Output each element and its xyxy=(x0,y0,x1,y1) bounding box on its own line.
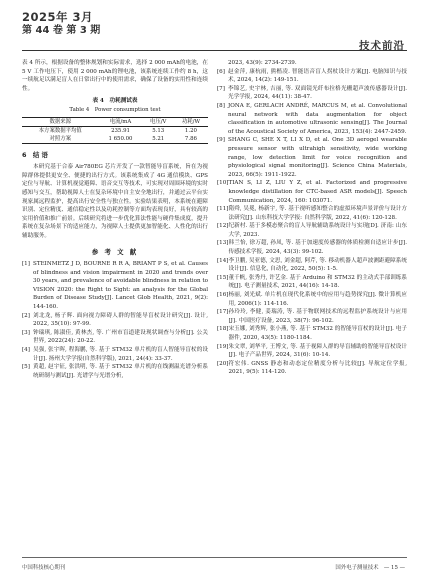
reference-item xyxy=(217,136,407,179)
reference-number: [19] xyxy=(217,343,229,350)
conclusion-paragraph: 本研究基于合泰 Air780EG 芯片开发了一款智能导盲系统，旨在为视障群体提供更安全、便捷的出行方式。该系统集成了 4G 通信模块、GPS 定位与导航、计算机视觉避障、语音交互等技术，可实现对周围环境的实时感知与交互，帮助视障人士在复杂环境中自主安全地出行，并通过云平台实现家属远程监护，提高出行安全性与独立性。实验结果表明，本系统在避障识别、定位精度、通信稳定性以及功耗控制等方面均表现良好，具有较高的实用价值和推广前景。后续研究将进一步优化算法性能与硬件集成度，提升系统在复杂场景下的适应能力，为视障人士提供更加智能化、人性化的出行辅助服务。 xyxy=(22,164,208,239)
reference-text: JONA E, GERLACH ANDRÉ, MARCUS M, et al. Convolutional neural network with data augmentation for object classification in automotive ultrasonic sensing[J]. The Journal of the Acoustical Society of America, 2023, 153(4): 2447-2459. xyxy=(228,102,407,135)
table-header-cell: 电流/mA xyxy=(109,118,132,125)
reference-number: [9] xyxy=(217,137,225,144)
reference-text: 李锦艺, 史宇林, 吉丽, 等. 双面镜光纤布拉格光栅超声波传感器设计[J]. 光学学报, 2024, 44(11): 38-47. xyxy=(228,85,407,101)
reference-number: [14] xyxy=(217,257,229,264)
reference-text: 吴强, 张宇晖, 程海鹏, 等. 基于 STM32 单片机的盲人智能导盲杖的设计[J]. 扬州大学学报(自然科学版), 2021, 24(4): 33-37. xyxy=(33,347,208,362)
reference-item xyxy=(217,360,407,377)
table-header-cell: 电压/V xyxy=(149,118,167,125)
table-caption-en: Table 4 Power consumption test xyxy=(69,106,161,113)
references-heading: 参 考 文 献 xyxy=(91,247,139,256)
reference-item xyxy=(217,205,407,222)
reference-item xyxy=(217,274,407,291)
right-column xyxy=(217,59,407,377)
reference-item xyxy=(217,291,407,308)
reference-item xyxy=(217,257,407,274)
left-column xyxy=(22,59,208,380)
reference-number: [17] xyxy=(217,309,229,316)
header-divider xyxy=(22,50,407,51)
reference-item xyxy=(217,179,407,205)
footer-journal-core: 中国科技核心期刊 xyxy=(22,565,66,571)
header-section-title: 技术前沿 xyxy=(359,40,405,52)
table-cell: 5.13 xyxy=(152,127,165,134)
table-cell: 1.20 xyxy=(184,127,197,134)
reference-item xyxy=(217,102,407,136)
reference-text: 董千帆, 张秀丹, 许艺金. 基于 Arduino 和 STM32 的主动式手部训练系统[J]. 电子测量技术, 2021, 44(16): 14-18. xyxy=(228,274,407,290)
reference-text: 朱文翠, 刘华平, 王博文, 等. 基于视障人群的导盲辅助的智能导盲杖设计[J]. 电子产品世界, 2024, 31(6): 10-14. xyxy=(228,343,407,359)
reference-list-right xyxy=(217,68,407,377)
reference-number: [11] xyxy=(217,206,229,213)
reference-item xyxy=(22,346,208,363)
reference-number: [18] xyxy=(217,326,229,333)
table-cell: 1 650.00 xyxy=(108,135,133,142)
footer-journal-page: 国外电子测量技术 — 15 — xyxy=(335,565,405,571)
reference-text: 韩兰怡, 徐万超, 孙凤, 等. 基于加速度传感器的体质检测自适应计步[J]. 传感技术学报, 2024, 43(3): 99-102. xyxy=(228,240,407,256)
reference-item xyxy=(217,222,407,239)
footer-divider xyxy=(22,557,407,558)
power-consumption-table xyxy=(22,117,208,144)
reference-number: [4] xyxy=(22,347,30,354)
reference-item xyxy=(217,239,407,256)
table-header-row xyxy=(22,117,208,126)
reference-number: [12] xyxy=(217,223,229,230)
reference-item xyxy=(22,260,208,312)
table-cell: 对照方案 xyxy=(49,135,72,142)
reference-item xyxy=(217,68,407,85)
reference-item xyxy=(217,308,407,325)
intro-paragraph: 表 4 所示，根据设备的整体规划和实际需求，选择 2 000 mAh的电池，在 5 V 工作电压下，使用 2 000 mAh的锂电池，该系统连续工作约 8 h，这一续航足以满足盲人在日常出行中的使用需求，确保了设备的实用性和连续性。 xyxy=(22,60,208,92)
reference-text: 纪新村. 基于多模态聚合的盲人导航辅助系统设计与实现[D]. 济南: 山东大学, 2023. xyxy=(228,223,407,238)
table-cell: 5.21 xyxy=(152,135,165,142)
reference-number: [13] xyxy=(217,240,229,247)
reference-number: [3] xyxy=(22,329,30,336)
reference-item xyxy=(22,363,208,380)
reference-number: [6] xyxy=(217,68,225,75)
reference-text: STEINMETZ J D, BOURNE R R A, BRIANT P S, et al. Causes of blindness and vision impairment in 2020 and trends over 30 years, and prevalence of avoidable blindness in relation to VISION 2020: the Right to Sight: an analysis for the Global Burden of Disease Study[J]. Lancet Glob Health, 2021, 9(2): 144-160. xyxy=(33,261,208,311)
table-cell: 7.86 xyxy=(184,135,197,142)
reference-text: 刘北龙, 杨子辉. 面向视力障碍人群的智能导盲杖设计研究[J]. 设计, 2022, 35(10): 97-99. xyxy=(33,312,208,328)
reference-number: [16] xyxy=(217,292,229,299)
table-row xyxy=(22,126,208,135)
reference-text: SHANG C, SHE X T, LI X D, et al. One 3D aerogel wearable pressure sensor with ultrahigh sensitivity, wide working range, low detection limit for voice recognition and physiological signal monitoring[J]. Science China Materials, 2023, 66(5): 1911-1922. xyxy=(228,137,407,178)
reference-text: 钟瑞琪, 陈淑佳, 黄林杰, 等. 广州市盲道建设现状调查与分析[J]. 公关世界, 2022(24): 20-22. xyxy=(33,329,208,345)
table-cell: 本方案数据平均值 xyxy=(38,127,82,134)
reference-text: TIAN S, LI Z, LIU Y Z, et al. Factorized and progressive knowledge distillation for CTC-based ASR models[J]. Speech Communication, 2024, 160: 103071. xyxy=(228,180,407,204)
reference-item xyxy=(22,312,208,329)
reference-number: [7] xyxy=(217,85,225,92)
reference-number: [1] xyxy=(22,261,30,268)
reference-number: [5] xyxy=(22,364,30,371)
table-caption-cn: 表 4 功耗测试表 xyxy=(92,98,138,105)
reference-text: 宋玉娜, 刘秀辉, 张小燕, 等. 基于 STM32 的智能导盲杖的设计[J]. 电子器件, 2020, 43(5): 1180-1184. xyxy=(228,326,407,341)
reference-item xyxy=(217,85,407,102)
table-row xyxy=(22,135,208,144)
reference-text: 杨丽, 刘光斌. 单片机在现代化系统中的应用与趋势探究[J]. 微计算机应用, 2006(1): 114-116. xyxy=(228,292,407,307)
reference-item xyxy=(22,329,208,346)
reference-text: 黄超, 赵宇征, 张洪明, 等. 基于 STM32 单片机的在线测温光谱分析系统研制与测试[J]. 光谱学与光谱分析, xyxy=(33,364,208,379)
reference-text: 隋舜, 吴冕, 杨新宇, 等. 基于视听感知整合的虚拟环境声景评价与设计方法研究[J]. 山东科技大学学报: 自然科学版, 2022, 41(6): 120-128. xyxy=(228,206,407,221)
reference-text: 孙玲玲, 李健, 姜瑞涛, 等. 基于物联网技术的远程监护系统设计与应用[J]. 中国医疗设备, 2023, 38(7): 96-102. xyxy=(228,309,407,324)
reference-number: [20] xyxy=(217,360,229,367)
reference-text: 赵金萍, 康杭雨, 熊楷凌. 智能语音盲人拐杖设计方案[J]. 电脑知识与技术, 2024, 14(2): 149-151. xyxy=(228,68,407,84)
reference-continuation: 2023, 43(9): 2734-2739. xyxy=(228,60,297,66)
table-header-cell: 数据来源 xyxy=(49,118,72,125)
reference-list-left xyxy=(22,260,208,380)
header-volume-issue: 第 44 卷 第 3 期 xyxy=(22,25,101,36)
reference-item xyxy=(217,325,407,342)
header-year-month: 2025年 3月 xyxy=(22,10,94,24)
reference-text: 符宏伟. GNSS 静态和动态定位精度分析与比较[J]. 导航定位学报, 2021, 9(5): 114-120. xyxy=(228,360,407,376)
reference-number: [10] xyxy=(217,180,229,187)
reference-number: [15] xyxy=(217,274,229,281)
conclusion-heading: 6 结 语 xyxy=(22,150,48,159)
reference-number: [8] xyxy=(217,102,225,109)
reference-number: [2] xyxy=(22,312,30,319)
reference-text: 李卫鹏, 吴亚德, 文思, 刘金超, 阿芹, 等. 移动机器人超声波测距避障系统设计[J]. 信息化, 自动化, 2022, 50(5): 1-5. xyxy=(228,257,407,273)
reference-item xyxy=(217,343,407,360)
table-cell: 235.91 xyxy=(111,127,130,134)
table-header-cell: 功耗/W xyxy=(181,118,200,125)
